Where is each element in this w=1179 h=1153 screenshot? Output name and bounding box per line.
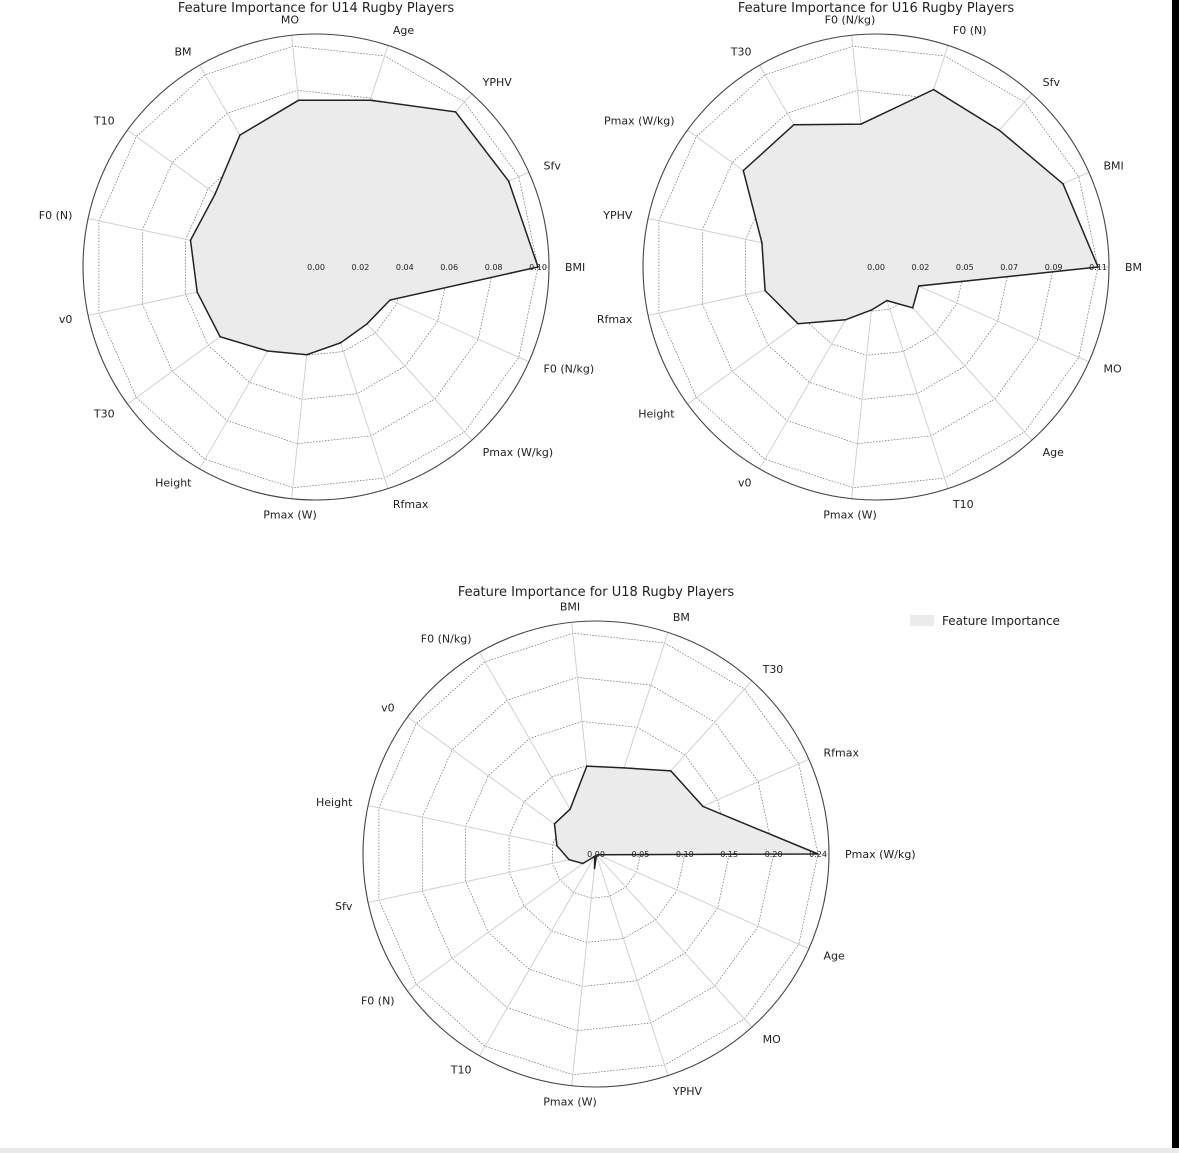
data-point (670, 770, 672, 772)
data-point (455, 111, 457, 113)
tick-label: 0.02 (911, 263, 930, 272)
data-point (190, 240, 192, 242)
tick-label: 0.05 (955, 263, 974, 272)
axis-label: F0 (N/kg) (420, 632, 472, 646)
data-point (793, 124, 795, 126)
axis-label: MO (280, 13, 300, 27)
data-point (886, 300, 888, 302)
data-point (214, 193, 216, 195)
spoke-line (408, 854, 597, 991)
spoke-line (480, 854, 597, 1056)
tick-label: 0.05 (631, 850, 650, 859)
spoke-line (596, 854, 752, 1027)
tick-label: 0.02 (351, 263, 370, 272)
axis-label: Pmax (W/kg) (603, 114, 675, 128)
axis-label: BMI (565, 261, 586, 274)
axis-label: BM (174, 45, 192, 59)
data-point (568, 859, 570, 861)
axis-label: T30 (93, 407, 115, 421)
radar-chart-u16 (597, 1, 1142, 522)
data-point (306, 354, 308, 356)
spoke-line (596, 854, 809, 949)
axis-label: Pmax (W/kg) (482, 446, 554, 459)
tick-label: 0.00 (587, 850, 605, 859)
tick-label: 0.10 (675, 850, 694, 859)
axis-label: v0 (58, 312, 73, 326)
data-point (594, 868, 596, 870)
data-point (860, 123, 862, 125)
axis-label: MO (1103, 362, 1122, 376)
data-point (298, 100, 300, 102)
chart-title: Feature Importance for U18 Rugby Players (457, 585, 735, 600)
axis-label: Sfv (543, 159, 561, 173)
data-point (702, 806, 704, 808)
data-point (554, 823, 556, 825)
spoke-line (368, 854, 596, 902)
axis-label: Rfmax (596, 312, 633, 326)
tick-label: 0.00 (307, 263, 325, 272)
axis-label: F0 (N/kg) (543, 362, 595, 376)
data-point (623, 767, 625, 769)
data-point (219, 336, 221, 338)
tick-label: 0.09 (1044, 263, 1063, 272)
data-point (556, 845, 558, 847)
data-point (582, 863, 584, 865)
axis-label: Rfmax (392, 497, 429, 511)
axis-label: Height (155, 476, 192, 490)
data-point (761, 242, 763, 244)
axis-label: T10 (93, 114, 115, 128)
axis-label: Pmax (W) (263, 508, 317, 522)
data-point (389, 299, 391, 301)
axis-label: BMI (559, 600, 581, 614)
data-point (267, 350, 269, 352)
radar-chart-u18 (316, 585, 916, 1109)
tick-label: 0.00 (867, 263, 885, 272)
legend-swatch (910, 615, 934, 626)
data-point (586, 765, 588, 767)
axis-label: BMI (1103, 159, 1124, 173)
axis-label: Pmax (W/kg) (845, 848, 916, 861)
axis-label: F0 (N) (38, 209, 73, 223)
data-point (764, 290, 766, 292)
legend-label: Feature Importance (942, 614, 1060, 628)
data-point (933, 89, 935, 91)
axis-label: Sfv (335, 899, 353, 913)
data-point (569, 808, 571, 810)
data-point (366, 323, 368, 325)
tick-label: 0.10 (529, 263, 547, 272)
axis-label: F0 (N) (360, 994, 395, 1008)
axis-label: T30 (730, 45, 752, 59)
axis-label: YPHV (482, 76, 512, 89)
chart-title: Feature Importance for U14 Rugby Players (177, 1, 455, 16)
bottom-edge (0, 1148, 1179, 1153)
data-point (340, 342, 342, 344)
axis-label: Sfv (1042, 76, 1060, 89)
axis-label: T10 (450, 1063, 472, 1077)
axis-label: Pmax (W) (543, 1095, 597, 1109)
spoke-line (596, 854, 668, 1076)
axis-label: Age (823, 949, 845, 963)
axis-label: BM (672, 611, 690, 625)
radar-chart-u14 (39, 1, 594, 522)
data-point (743, 170, 745, 172)
axis-label: T30 (762, 663, 784, 676)
data-point (918, 285, 920, 287)
tick-label: 0.24 (809, 850, 827, 859)
tick-label: 0.11 (1089, 263, 1107, 272)
data-point (239, 134, 241, 136)
axis-label: Height (638, 407, 675, 421)
axis-label: Pmax (W) (823, 508, 877, 522)
legend (910, 614, 1060, 628)
axis-label: T10 (952, 497, 974, 511)
chart-title: Feature Importance for U16 Rugby Players (737, 1, 1015, 16)
axis-label: Rfmax (823, 746, 859, 760)
data-point (912, 307, 914, 309)
axis-label: Age (1042, 446, 1064, 459)
axis-label: Age (392, 24, 415, 38)
data-point (845, 319, 847, 321)
tick-label: 0.06 (440, 263, 459, 272)
axis-label: YPHV (672, 1084, 703, 1098)
axis-label: MO (762, 1033, 781, 1046)
axis-label: YPHV (603, 209, 633, 223)
tick-label: 0.15 (720, 850, 739, 859)
tick-label: 0.20 (764, 850, 783, 859)
axis-label: F0 (N/kg) (824, 13, 876, 27)
tick-label: 0.07 (1000, 263, 1019, 272)
data-point (998, 129, 1000, 131)
axis-label: BM (1125, 261, 1143, 274)
data-polygon (743, 90, 1098, 324)
axis-label: F0 (N) (952, 24, 987, 38)
spoke-line (572, 854, 596, 1086)
data-point (1062, 183, 1064, 185)
axis-label: Height (316, 796, 353, 810)
axis-label: v0 (737, 476, 752, 490)
data-point (369, 99, 371, 101)
axis-label: v0 (381, 701, 395, 715)
tick-label: 0.08 (484, 263, 503, 272)
data-point (797, 323, 799, 325)
data-point (196, 291, 198, 293)
window-edge (1172, 0, 1179, 1153)
data-point (871, 309, 873, 311)
tick-label: 0.04 (395, 263, 414, 272)
data-polygon (191, 100, 539, 355)
data-point (508, 180, 510, 182)
